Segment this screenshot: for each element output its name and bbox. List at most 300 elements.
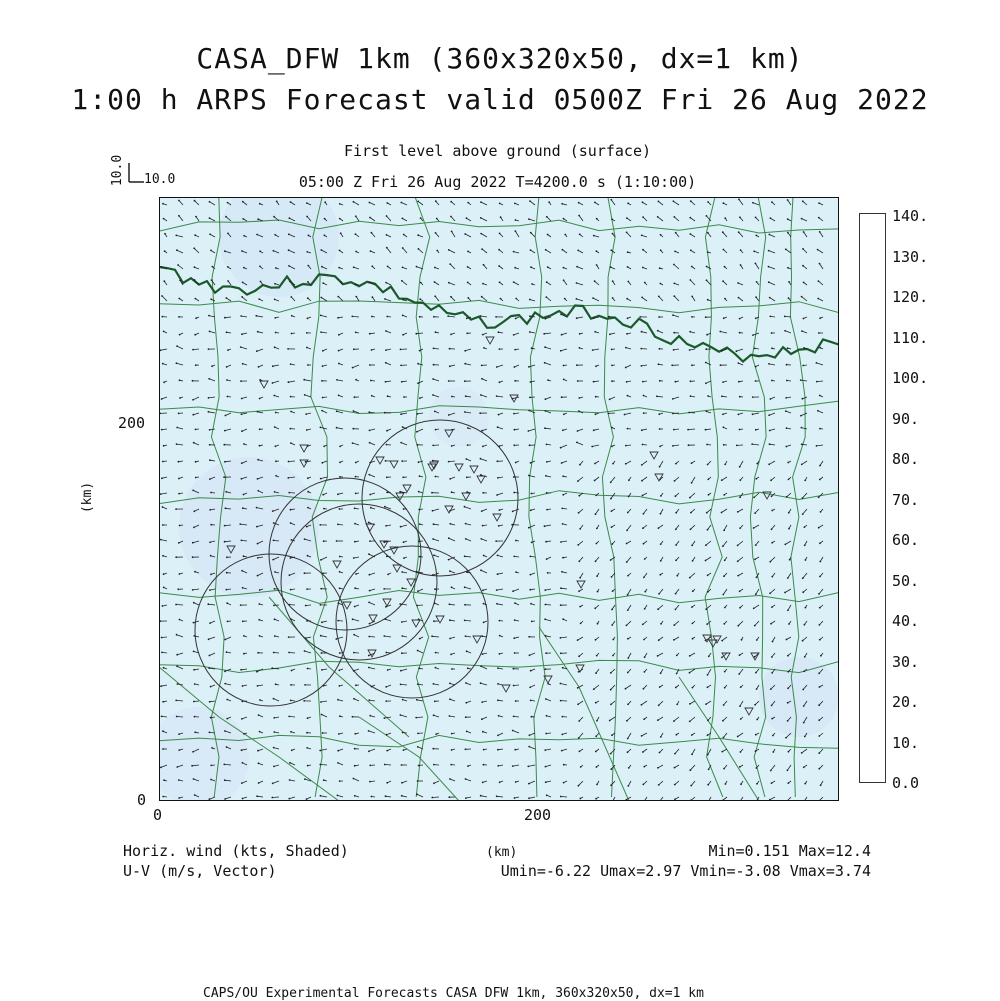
wind-vector-head — [611, 543, 613, 545]
wind-vector-head — [643, 577, 645, 579]
wind-vector-head — [160, 493, 162, 495]
wind-vector-head — [578, 202, 580, 204]
wind-vector-head — [739, 496, 741, 498]
wind-vector-head — [610, 704, 612, 706]
wind-vector-head — [659, 348, 661, 350]
wind-vector-head — [803, 231, 805, 233]
wind-vector-head — [178, 779, 180, 781]
wind-vector-head — [642, 527, 644, 529]
wind-vector-head — [243, 494, 245, 496]
wind-vector-head — [339, 476, 341, 478]
wind-vector-head — [610, 266, 612, 268]
wind-vector-head — [433, 348, 435, 350]
wind-vector-head — [162, 203, 164, 205]
wind-vector-head — [787, 671, 789, 673]
wind-vector-head — [721, 350, 723, 352]
wind-vector-head — [177, 264, 179, 266]
wind-vector-head — [707, 591, 709, 593]
wind-vector-head — [482, 653, 484, 655]
wind-vector-head — [596, 218, 598, 220]
wind-vector-head — [225, 491, 227, 493]
wind-vector-head — [515, 219, 517, 221]
wind-vector-head — [672, 398, 674, 400]
wind-vector-head — [162, 701, 164, 703]
wind-vector-head — [399, 603, 401, 605]
wind-vector-head — [467, 297, 469, 299]
wind-vector-head — [673, 349, 675, 351]
wind-vector-head — [805, 607, 807, 609]
wind-vector-head — [305, 413, 307, 415]
wind-vector-head — [592, 297, 594, 299]
wind-vector-head — [480, 315, 482, 317]
wind-vector-head — [274, 426, 276, 428]
wind-vector-head — [626, 298, 628, 300]
wind-vector-head — [612, 463, 614, 465]
wind-vector-head — [657, 719, 659, 721]
wind-vector-head — [672, 413, 674, 415]
wind-vector-head — [160, 539, 162, 541]
wind-vector-head — [498, 265, 500, 267]
wind-vector-head — [419, 350, 421, 352]
wind-vector-head — [642, 267, 644, 269]
wind-vector-head — [499, 781, 501, 783]
wind-vector-head — [255, 315, 257, 317]
wind-vector-head — [368, 667, 370, 669]
wind-vector-head — [803, 282, 805, 284]
wind-vector-head — [399, 491, 401, 493]
wind-vector-head — [724, 559, 726, 561]
wind-vector-head — [707, 754, 709, 756]
wind-vector-head — [610, 784, 612, 786]
wind-vector-head — [579, 606, 581, 608]
subtitle-level: First level above ground (surface) — [0, 142, 995, 160]
wind-vector-head — [740, 751, 742, 753]
wind-vector-head — [324, 234, 326, 236]
colorbar-label: 100. — [892, 369, 928, 387]
wind-vector-head — [354, 396, 356, 398]
wind-vector-head — [561, 571, 563, 573]
wind-vector-head — [513, 413, 515, 415]
wind-vector-head — [467, 266, 469, 268]
wind-vector-head — [226, 379, 228, 381]
wind-vector-head — [227, 266, 229, 268]
wind-vector-head — [241, 718, 243, 720]
wind-vector-head — [529, 397, 531, 399]
wind-vector-head — [739, 590, 741, 592]
wind-vector-head — [738, 199, 740, 201]
wind-vector-head — [175, 235, 177, 237]
wind-vector-head — [226, 572, 228, 574]
wind-vector-head — [610, 249, 612, 251]
wind-vector-head — [515, 781, 517, 783]
wind-vector-head — [209, 201, 211, 203]
wind-vector-head — [385, 606, 387, 608]
wind-vector-head — [579, 577, 581, 579]
wind-vector-head — [754, 656, 756, 658]
wind-vector-head — [209, 217, 211, 219]
wind-vector-head — [724, 217, 726, 219]
wind-vector-head — [595, 365, 597, 367]
wind-vector-head — [627, 657, 629, 659]
wind-vector-head — [690, 395, 692, 397]
wind-vector-head — [643, 412, 645, 414]
wind-vector-head — [497, 555, 499, 557]
wind-vector-head — [784, 316, 786, 318]
wind-vector-head — [162, 524, 164, 526]
wind-vector-head — [448, 537, 450, 539]
wind-vector-head — [769, 561, 771, 563]
wind-vector-head — [545, 541, 547, 543]
wind-vector-head — [804, 624, 806, 626]
wind-vector-head — [352, 716, 354, 718]
wind-vector-head — [612, 233, 614, 235]
wind-vector-head — [386, 444, 388, 446]
wind-vector-head — [371, 395, 373, 397]
wind-vector-head — [418, 491, 420, 493]
wind-vector-head — [673, 720, 675, 722]
wind-vector-head — [546, 509, 548, 511]
wind-vector-head — [691, 606, 693, 608]
wind-vector-head — [323, 779, 325, 781]
wind-vector-head — [611, 609, 613, 611]
wind-vector-head — [577, 430, 579, 432]
wind-vector-head — [354, 748, 356, 750]
wind-vector-head — [353, 410, 355, 412]
wind-vector-head — [402, 315, 404, 317]
wind-vector-head — [448, 559, 450, 561]
wind-vector-head — [756, 281, 758, 283]
wind-vector-head — [802, 265, 804, 267]
wind-vector-head — [512, 590, 514, 592]
wind-vector-head — [722, 413, 724, 415]
wind-vector-head — [243, 733, 245, 735]
wind-vector-head — [271, 797, 273, 799]
wind-vector-head — [448, 380, 450, 382]
wind-vector-head — [386, 476, 388, 478]
wind-vector-head — [209, 798, 211, 800]
wind-vector-head — [337, 317, 339, 319]
wind-vector-head — [419, 298, 421, 300]
wind-vector-head — [675, 544, 677, 546]
wind-vector-head — [560, 604, 562, 606]
wind-vector-head — [771, 576, 773, 578]
wind-vector-head — [449, 365, 451, 367]
wind-vector-head — [194, 683, 196, 685]
wind-vector-head — [450, 296, 452, 298]
wind-vector-head — [659, 574, 661, 576]
wind-vector-head — [320, 588, 322, 590]
wind-vector-head — [802, 365, 804, 367]
wind-vector-head — [193, 651, 195, 653]
wind-vector-head — [705, 703, 707, 705]
wind-vector-head — [674, 784, 676, 786]
wind-vector-head — [402, 299, 404, 301]
wind-vector-head — [433, 364, 435, 366]
wind-vector-head — [339, 250, 341, 252]
wind-vector-head — [208, 348, 210, 350]
wind-vector-head — [496, 603, 498, 605]
wind-vector-head — [240, 669, 242, 671]
wind-vector-head — [448, 796, 450, 798]
wind-vector-head — [241, 430, 243, 432]
wind-vector-head — [515, 230, 517, 232]
wind-vector-head — [288, 636, 290, 638]
wind-vector-head — [562, 494, 564, 496]
wind-vector-head — [499, 635, 501, 637]
wind-vector-head — [563, 782, 565, 784]
wind-vector-head — [578, 720, 580, 722]
wind-vector-head — [467, 765, 469, 767]
wind-vector-head — [803, 318, 805, 320]
wind-vector-head — [369, 364, 371, 366]
wind-vector-head — [754, 704, 756, 706]
wind-vector-head — [448, 249, 450, 251]
wind-vector-head — [418, 248, 420, 250]
wind-vector-head — [786, 496, 788, 498]
wind-vector-head — [545, 398, 547, 400]
wind-vector-head — [706, 266, 708, 268]
wind-vector-head — [290, 522, 292, 524]
wind-vector-head — [162, 555, 164, 557]
wind-vector-head — [211, 279, 213, 281]
wind-vector-head — [690, 380, 692, 382]
wind-vector-head — [402, 476, 404, 478]
wind-vector-head — [431, 492, 433, 494]
wind-vector-head — [627, 281, 629, 283]
wind-vector-head — [738, 673, 740, 675]
wind-vector-head — [644, 558, 646, 560]
wind-vector-head — [307, 717, 309, 719]
wind-vector-head — [338, 602, 340, 604]
wind-vector-head — [611, 526, 613, 528]
wind-vector-head — [161, 716, 163, 718]
wind-vector-head — [483, 749, 485, 751]
wind-vector-head — [464, 363, 466, 365]
wind-vector-head — [641, 235, 643, 237]
wind-vector-head — [178, 413, 180, 415]
wind-vector-head — [401, 218, 403, 220]
wind-vector-head — [338, 334, 340, 336]
wind-vector-head — [515, 700, 517, 702]
wind-vector-head — [611, 734, 613, 736]
wind-vector-head — [771, 606, 773, 608]
wind-vector-head — [499, 653, 501, 655]
wind-vector-head — [577, 480, 579, 482]
wind-vector-head — [785, 737, 787, 739]
wind-vector-head — [226, 331, 228, 333]
wind-vector-head — [258, 619, 260, 621]
wind-vector-head — [288, 492, 290, 494]
wind-vector-head — [464, 380, 466, 382]
wind-vector-head — [481, 296, 483, 298]
wind-vector-head — [355, 296, 357, 298]
wind-vector-head — [547, 266, 549, 268]
wind-vector-head — [420, 282, 422, 284]
wind-vector-head — [387, 266, 389, 268]
wind-vector-head — [560, 314, 562, 316]
wind-vector-head — [769, 592, 771, 594]
wind-vector-head — [753, 527, 755, 529]
wind-vector-head — [579, 347, 581, 349]
wind-vector-head — [675, 609, 677, 611]
wind-vector-head — [448, 414, 450, 416]
wind-vector-head — [449, 603, 451, 605]
wind-vector-head — [241, 250, 243, 252]
wind-vector-head — [673, 264, 675, 266]
wind-vector-head — [307, 364, 309, 366]
wind-vector-head — [306, 620, 308, 622]
wind-vector-head — [176, 427, 178, 429]
wind-vector-head — [641, 297, 643, 299]
wind-vector-head — [226, 718, 228, 720]
wind-vector-head — [275, 445, 277, 447]
wind-vector-head — [560, 541, 562, 543]
wind-vector-head — [499, 381, 501, 383]
wind-vector-head — [178, 749, 180, 751]
wind-vector-head — [723, 202, 725, 204]
wind-vector-head — [403, 541, 405, 543]
wind-vector-head — [497, 683, 499, 685]
wind-vector-head — [580, 766, 582, 768]
wind-vector-head — [819, 561, 821, 563]
wind-vector-head — [530, 700, 532, 702]
wind-vector-head — [561, 750, 563, 752]
wind-vector-head — [368, 750, 370, 752]
wind-vector-head — [706, 512, 708, 514]
wind-vector-head — [273, 605, 275, 607]
wind-vector-head — [642, 249, 644, 251]
wind-vector-head — [418, 667, 420, 669]
wind-vector-head — [721, 395, 723, 397]
wind-vector-head — [451, 396, 453, 398]
wind-vector-head — [513, 444, 515, 446]
wind-vector-head — [660, 736, 662, 738]
wind-vector-head — [306, 588, 308, 590]
wind-vector-head — [787, 218, 789, 220]
wind-vector-head — [705, 362, 707, 364]
wind-vector-head — [482, 782, 484, 784]
wind-vector-head — [705, 544, 707, 546]
wind-vector-head — [435, 652, 437, 654]
wind-vector-head — [708, 768, 710, 770]
wind-vector-head — [579, 464, 581, 466]
wind-vector-head — [724, 607, 726, 609]
wind-vector-head — [465, 682, 467, 684]
wind-vector-head — [355, 233, 357, 235]
wind-vector-head — [449, 638, 451, 640]
wind-vector-head — [593, 688, 595, 690]
title-line-2: 1:00 h ARPS Forecast valid 0500Z Fri 26 Aug 2022 — [0, 83, 1000, 116]
wind-vector-head — [820, 784, 822, 786]
wind-vector-head — [257, 543, 259, 545]
wind-vector-head — [708, 494, 710, 496]
wind-vector-head — [467, 251, 469, 253]
wind-vector-head — [641, 365, 643, 367]
wind-vector-head — [225, 415, 227, 417]
wind-vector-head — [178, 542, 180, 544]
wind-vector-head — [740, 686, 742, 688]
wind-vector-head — [178, 797, 180, 799]
wind-vector-head — [528, 218, 530, 220]
wind-vector-head — [289, 281, 291, 283]
wind-vector-head — [192, 542, 194, 544]
wind-vector-head — [515, 540, 517, 542]
wind-vector-head — [274, 317, 276, 319]
wind-vector-head — [818, 496, 820, 498]
wind-vector-head — [288, 265, 290, 267]
wind-vector-head — [672, 445, 674, 447]
wind-vector-head — [259, 250, 261, 252]
wind-vector-head — [692, 623, 694, 625]
wind-vector-head — [387, 574, 389, 576]
wind-vector-head — [676, 575, 678, 577]
wind-vector-head — [320, 478, 322, 480]
wind-vector-head — [385, 686, 387, 688]
wind-vector-head — [595, 672, 597, 674]
wind-vector-head — [530, 509, 532, 511]
wind-vector-head — [738, 381, 740, 383]
wind-vector-head — [673, 639, 675, 641]
wind-vector-head — [241, 413, 243, 415]
wind-vector-head — [480, 217, 482, 219]
wind-vector-head — [274, 588, 276, 590]
wind-vector-head — [160, 685, 162, 687]
wind-vector-head — [785, 410, 787, 412]
wind-vector-head — [514, 602, 516, 604]
wind-vector-head — [674, 251, 676, 253]
x-tick-label-200: 200 — [524, 806, 551, 824]
wind-vector-head — [531, 716, 533, 718]
wind-vector-head — [642, 444, 644, 446]
wind-vector-head — [192, 349, 194, 351]
wind-vector-head — [771, 656, 773, 658]
wind-vector-head — [304, 572, 306, 574]
wind-vector-head — [658, 363, 660, 365]
wind-vector-head — [401, 652, 403, 654]
wind-vector-head — [739, 607, 741, 609]
wind-vector-head — [627, 738, 629, 740]
wind-vector-head — [338, 395, 340, 397]
wind-vector-head — [595, 798, 597, 800]
wind-vector-head — [304, 394, 306, 396]
wind-vector-head — [788, 281, 790, 283]
wind-vector-head — [224, 250, 226, 252]
wind-vector-head — [755, 263, 757, 265]
wind-vector-head — [307, 297, 309, 299]
wind-vector-head — [771, 347, 773, 349]
wind-vector-head — [561, 334, 563, 336]
wind-vector-head — [400, 670, 402, 672]
wind-vector-head — [368, 281, 370, 283]
wind-vector-head — [769, 430, 771, 432]
wind-vector-head — [706, 215, 708, 217]
wind-vector-head — [787, 267, 789, 269]
wind-vector-head — [723, 426, 725, 428]
wind-vector-head — [256, 350, 258, 352]
wind-vector-head — [259, 398, 261, 400]
colorbar-label: 130. — [892, 248, 928, 266]
colorbar-label: 20. — [892, 693, 919, 711]
wind-vector-head — [545, 766, 547, 768]
wind-vector-head — [195, 429, 197, 431]
wind-vector-head — [403, 396, 405, 398]
wind-vector-head — [193, 669, 195, 671]
wind-vector-head — [466, 650, 468, 652]
wind-vector-head — [227, 349, 229, 351]
wind-vector-head — [353, 698, 355, 700]
wind-vector-head — [755, 593, 757, 595]
wind-vector-head — [337, 762, 339, 764]
